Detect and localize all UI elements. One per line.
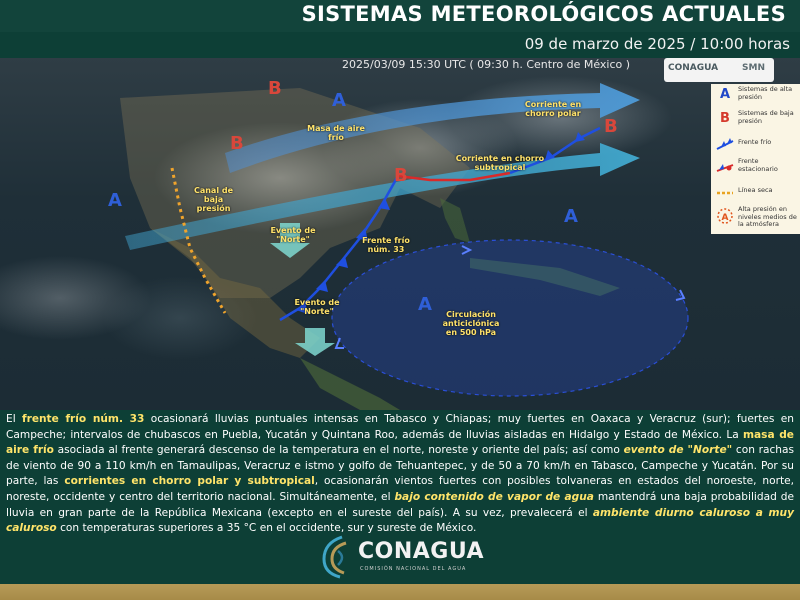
- anticyclone-label: Circulación anticiclónica en 500 hPa: [442, 310, 500, 337]
- highlight-cold-front: frente frío núm. 33: [21, 413, 145, 425]
- legend-item: [711, 180, 800, 204]
- legend-label: Sistemas de baja presión: [738, 109, 794, 125]
- footer-gold-bar: [0, 584, 800, 600]
- low-pressure-trough-label: Canal de baja presión: [193, 186, 234, 213]
- text-segment: mantendrá una baja probabilidad de lluvia en gran parte de la República Mexicana (excepto en el sureste del país). A su vez, prevalecerá el: [6, 490, 794, 519]
- map-legend: [711, 84, 800, 234]
- conagua-logo: CONAGUA: [668, 63, 719, 73]
- legend-label: Alta presión en niveles medios de la atmósfera: [738, 205, 797, 228]
- text-segment: ocasionará lluvias puntuales intensas en Tabasco y Chiapas; muy fuertes en Oaxaca y Veracruz (sur); fuertes en Campeche; intervalos de chubascos en Puebla, Yucatán y Quintana Roo, además de lluvias aisladas en Hidalgo y Estado de México. La: [6, 413, 794, 441]
- high-pressure-symbol: A: [719, 87, 731, 102]
- footer-subtitle: COMISIÓN NACIONAL DEL AGUA: [360, 566, 467, 572]
- high-pressure-label: A: [108, 190, 122, 211]
- text-segment: con rachas de viento de 90 a 110 km/h en Tamaulipas, Veracruz e istmo y golfo de Tehuantepec, y de 50 a 70 km/h en Tabasco, Campeche y Yucatán. Por su parte, las: [6, 444, 794, 488]
- legend-label: Sistemas de alta presión: [738, 85, 793, 101]
- legend-item: [711, 156, 800, 180]
- forecast-text: [6, 412, 794, 537]
- highlight-norte: evento de "Norte": [623, 444, 733, 457]
- text-segment: El: [6, 413, 22, 425]
- norte-event-label: Evento de "Norte": [294, 298, 340, 316]
- subtropical-jet-label: Corriente en chorro subtropical: [455, 154, 545, 172]
- cold-front-label: Frente frío núm. 33: [362, 236, 410, 254]
- high-pressure-label: A: [332, 90, 346, 111]
- legend-label: Frente estacionario: [738, 157, 778, 173]
- conagua-emblem-icon: [316, 533, 354, 579]
- text-segment: , ocasionarán vientos fuertes con posibles tolvaneras en estados del noroeste, norte, noreste, occidente y centro del territorio nacional. Simultáneamente, el: [6, 475, 794, 503]
- legend-item: [711, 108, 800, 132]
- legend-item: [711, 204, 800, 234]
- smn-logo: SMN: [742, 63, 765, 73]
- land-florida: [440, 198, 470, 243]
- low-pressure-label: B: [394, 165, 408, 186]
- text-segment: asociada al frente generará descenso de la temperatura en el norte, noreste y oriente del país; así como: [53, 444, 624, 457]
- text-segment: con temperaturas superiores a 35 °C en el occidente, sur y sureste de México.: [56, 522, 477, 535]
- cold-air-mass-label: Masa de aire frío: [307, 124, 365, 142]
- legend-label: Frente frío: [738, 138, 772, 146]
- stationary-front-icon: [715, 159, 735, 177]
- low-pressure-label: B: [604, 116, 618, 137]
- agency-logos: [664, 58, 774, 82]
- conagua-footer-logo: [316, 533, 486, 581]
- low-pressure-symbol: B: [720, 111, 730, 126]
- low-pressure-label: B: [230, 133, 244, 154]
- satellite-timestamp: 2025/03/09 15:30 UTC ( 09:30 h. Centro de México ): [342, 58, 631, 71]
- header-bar: [0, 0, 800, 32]
- footer-brand: CONAGUA: [358, 539, 485, 564]
- anticyclone-area: [332, 240, 688, 396]
- high-pressure-upper-icon: [715, 207, 735, 225]
- issue-date: 09 de marzo de 2025 / 10:00 horas: [524, 35, 790, 53]
- map-overlay: [0, 58, 800, 410]
- legend-label: Línea seca: [738, 186, 773, 194]
- svg-text:A: A: [721, 213, 729, 223]
- polar-jet-label: Corriente en chorro polar: [524, 100, 582, 118]
- high-pressure-label: A: [418, 294, 432, 315]
- low-pressure-label: B: [268, 78, 282, 99]
- dry-line-icon: [715, 183, 735, 201]
- satellite-map: [0, 58, 800, 410]
- highlight-low-moisture: bajo contenido de vapor de agua: [394, 490, 594, 503]
- legend-item: [711, 84, 800, 108]
- cold-front-icon: [715, 135, 735, 153]
- highlight-hot: ambiente diurno caluroso a muy caluroso: [6, 506, 794, 535]
- high-pressure-label: A: [564, 206, 578, 227]
- legend-item: [711, 132, 800, 156]
- norte-event-label: Evento de "Norte": [270, 226, 316, 244]
- highlight-jets: corrientes en chorro polar y subtropical: [64, 475, 315, 488]
- page-title: SISTEMAS METEOROLÓGICOS ACTUALES: [301, 2, 786, 26]
- highlight-cold-air: masa de aire frío: [6, 428, 794, 457]
